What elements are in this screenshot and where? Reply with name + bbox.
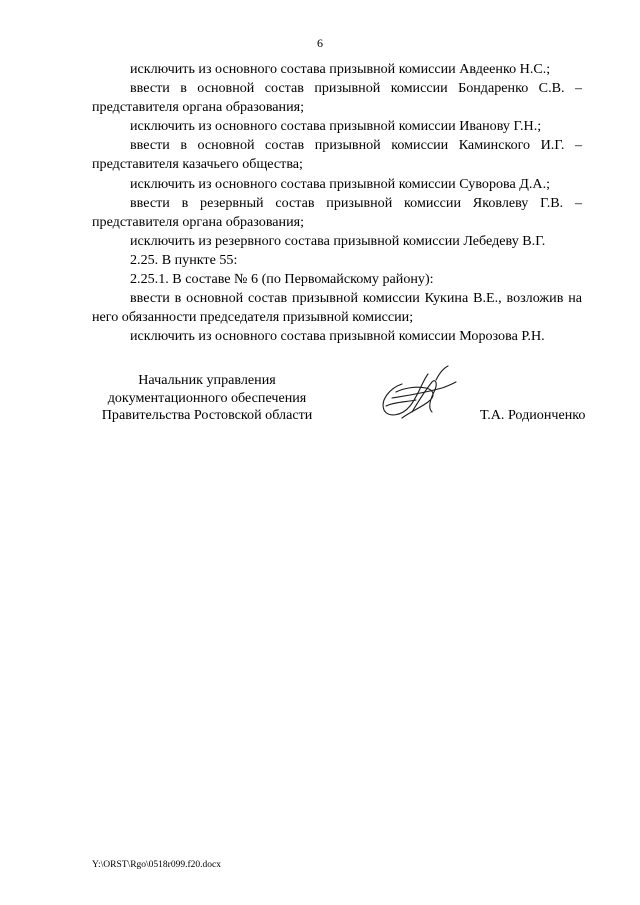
paragraph: ввести в основной состав призывной комиссии Кукина В.Е., возложив на него обязанности председателя призывной комиссии; — [92, 290, 582, 326]
signatory-title-line: Правительства Ростовской области — [101, 407, 313, 423]
signatory-title-line: документационного обеспечения — [107, 389, 307, 406]
section-heading: 2.25. В пункте 55: — [130, 251, 238, 268]
subsection-heading: 2.25.1. В составе № 6 (по Первомайскому району): — [130, 271, 434, 288]
signatory-name: Т.А. Родионченко — [480, 407, 586, 423]
signatory-title-line: Начальник управления — [138, 372, 276, 388]
footer-file-path: Y:\ORST\Rgo\0518r099.f20.docx — [92, 860, 221, 870]
paragraph: ввести в основной состав призывной комиссии Каминского И.Г. – представителя казачьего общества; — [92, 137, 582, 173]
paragraph: исключить из основного состава призывной комиссии Иванову Г.Н.; — [130, 118, 542, 135]
paragraph: исключить из резервного состава призывной комиссии Лебедеву В.Г. — [130, 232, 546, 249]
document-body — [92, 60, 582, 346]
signature-block — [0, 372, 640, 432]
paragraph: ввести в резервный состав призывной комиссии Яковлеву Г.В. – представителя органа образования; — [92, 194, 582, 230]
handwritten-signature — [372, 362, 464, 424]
paragraph: исключить из основного состава призывной комиссии Морозова Р.Н. — [130, 328, 545, 345]
paragraph: ввести в основной состав призывной комиссии Бондаренко С.В. – представителя органа образования; — [92, 80, 582, 116]
signatory-title — [92, 372, 322, 425]
paragraph: исключить из основного состава призывной комиссии Авдеенко Н.С.; — [130, 61, 551, 77]
paragraph: исключить из основного состава призывной комиссии Суворова Д.А.; — [130, 175, 551, 192]
page-number: 6 — [317, 36, 323, 50]
